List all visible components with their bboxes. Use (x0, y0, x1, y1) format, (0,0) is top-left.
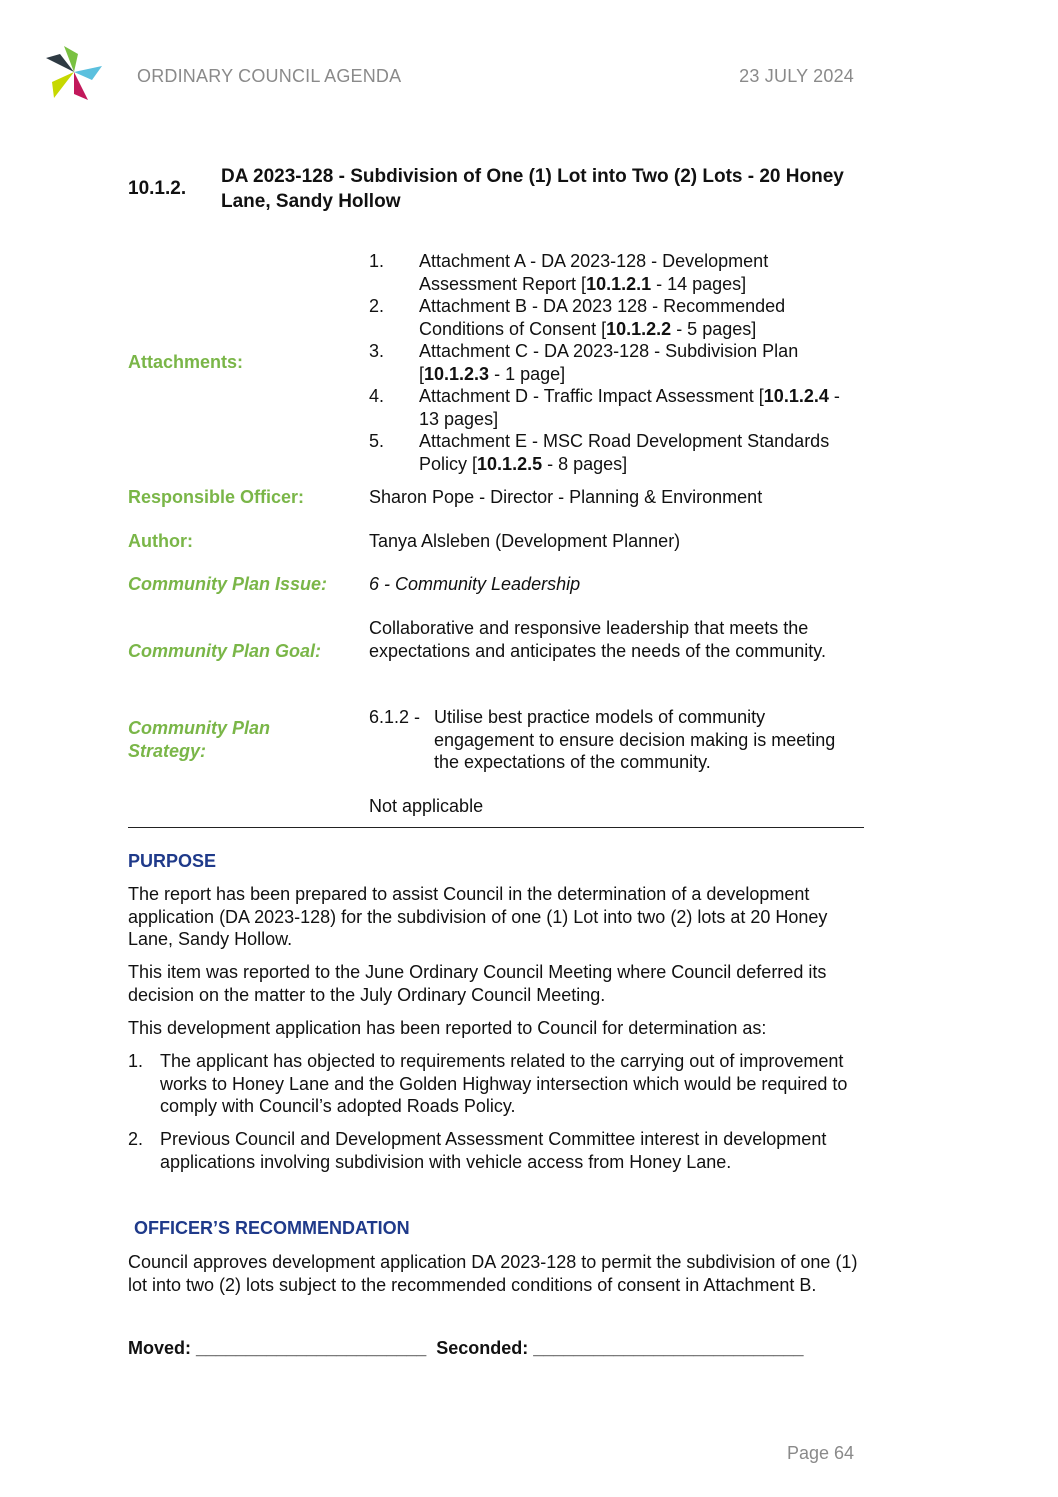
attachment-item (369, 340, 859, 385)
community-plan-issue-value: 6 - Community Leadership (369, 574, 581, 594)
attachment-item (369, 430, 859, 475)
attachments-label: Attachments: (128, 352, 244, 372)
section-divider (128, 827, 864, 828)
purpose-heading: PURPOSE (128, 851, 217, 871)
attachment-number: 1. (369, 251, 385, 271)
attachment-ref: 10.1.2.1 (586, 273, 652, 294)
purpose-list-item (128, 1128, 868, 1173)
community-plan-goal-label: Community Plan Goal: (128, 641, 322, 661)
attachment-number: 4. (369, 386, 385, 406)
attachment-text: Attachment E - MSC Road Development Standards Policy [10.1.2.5 - 8 pages] (419, 431, 830, 474)
community-plan-strategy-label: Community Plan Strategy: (128, 718, 271, 761)
list-number: 1. (128, 1051, 144, 1071)
attachment-item (369, 385, 859, 430)
item-number: 10.1.2. (128, 178, 187, 199)
author-value: Tanya Alsleben (Development Planner) (369, 531, 681, 551)
recommendation-heading: OFFICER’S RECOMMENDATION (134, 1218, 410, 1238)
purpose-paragraph-1: The report has been prepared to assist Council in the determination of a development application (DA 2023-128) for the subdivision of one (1) Lot into two (2) lots at 20 Honey Lane, Sandy Hollow. (128, 884, 828, 949)
purpose-paragraph-2: This item was reported to the June Ordinary Council Meeting where Council deferred its decision on the matter to the July Ordinary Council Meeting. (128, 962, 827, 1005)
purpose-list-item (128, 1050, 868, 1118)
page-number: Page 64 (786, 1443, 854, 1463)
responsible-officer-label: Responsible Officer: (128, 487, 305, 507)
responsible-officer-value: Sharon Pope - Director - Planning & Environment (369, 487, 763, 507)
attachment-number: 3. (369, 341, 385, 361)
attachment-text: Attachment C - DA 2023-128 - Subdivision Plan [10.1.2.3 - 1 page] (419, 341, 799, 384)
not-applicable-text: Not applicable (369, 796, 484, 816)
attachment-text: Attachment D - Traffic Impact Assessment [10.1.2.4 - 13 pages] (419, 386, 840, 429)
attachment-ref: 10.1.2.2 (606, 318, 672, 339)
attachment-item (369, 250, 859, 295)
attachment-text: Attachment A - DA 2023-128 - Development Assessment Report [10.1.2.1 - 14 pages] (419, 251, 769, 294)
strategy-text: Utilise best practice models of community engagement to ensure decision making is meeting the expectations of the community. (434, 707, 836, 772)
attachment-ref: 10.1.2.3 (424, 363, 490, 384)
recommendation-text: Council approves development application DA 2023-128 to permit the subdivision of one (1) lot into two (2) lots subject to the recommended conditions of consent in Attachment B. (128, 1252, 858, 1295)
strategy-code: 6.1.2 - (369, 707, 421, 727)
attachment-number: 5. (369, 431, 385, 451)
purpose-paragraph-3: This development application has been reported to Council for determination as: (128, 1018, 767, 1038)
attachment-ref: 10.1.2.4 (763, 386, 829, 406)
attachment-item (369, 295, 859, 340)
agenda-title: ORDINARY COUNCIL AGENDA (137, 66, 402, 86)
list-text: The applicant has objected to requirements related to the carrying out of improvement works to Honey Lane and the Golden Highway intersection which would be required to comply with Council’s adopted Roads Policy. (160, 1051, 848, 1116)
council-logo-icon (44, 44, 104, 102)
attachments-list (369, 250, 859, 475)
list-text: Previous Council and Development Assessment Committee interest in development applications involving subdivision with vehicle access from Honey Lane. (160, 1129, 827, 1172)
community-plan-strategy-value (369, 706, 859, 774)
agenda-date: 23 JULY 2024 (739, 66, 854, 86)
attachment-number: 2. (369, 296, 385, 316)
author-label: Author: (128, 531, 193, 551)
attachment-text: Attachment B - DA 2023 128 - Recommended Conditions of Consent [10.1.2.2 - 5 pages] (419, 296, 786, 339)
community-plan-goal-value: Collaborative and responsive leadership that meets the expectations and anticipates the needs of the community. (369, 618, 826, 661)
list-number: 2. (128, 1129, 144, 1149)
attachment-ref: 10.1.2.5 (477, 453, 543, 474)
signature-line: Moved: _______________________ Seconded: ___________________________ (128, 1338, 804, 1358)
item-title: DA 2023-128 - Subdivision of One (1) Lot into Two (2) Lots - 20 Honey Lane, Sandy Hollow (221, 166, 844, 212)
community-plan-issue-label: Community Plan Issue: (128, 574, 328, 594)
